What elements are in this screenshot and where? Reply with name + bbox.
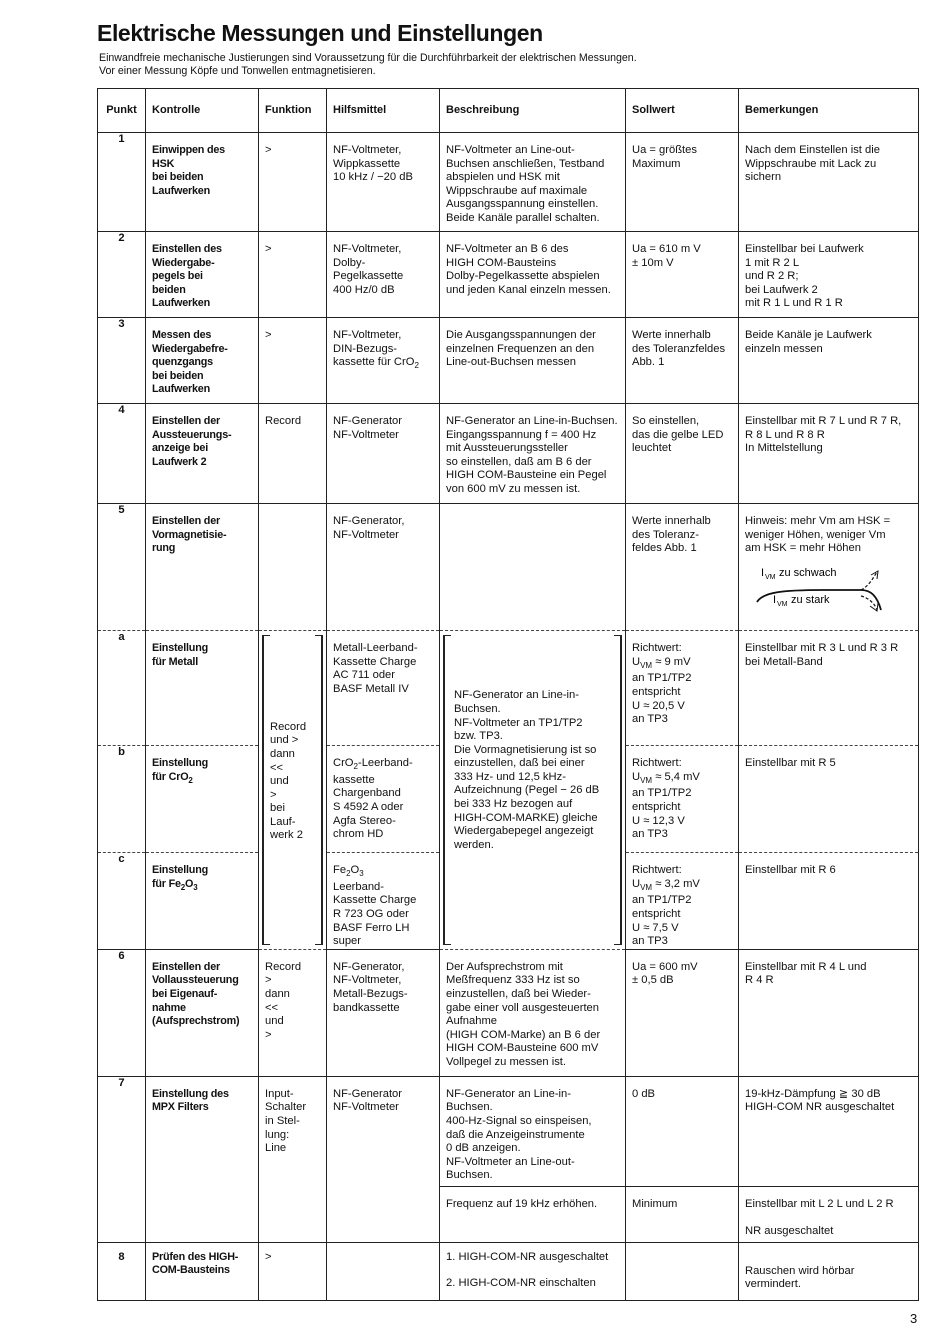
kontrolle-text: Einstellung für Fe	[152, 864, 208, 890]
curve-label-weak-symbol: I	[761, 567, 765, 579]
row-hilfsmittel	[327, 1242, 440, 1300]
subscript: 2	[353, 762, 358, 772]
row-bemerkungen: Nach dem Einstellen ist die Wippschraube mit Lack zu sichern	[739, 133, 919, 232]
abc-funktion: Record und > dann << und > bei Lauf- werk 2	[270, 720, 307, 842]
row-beschreibung: Der Aufsprechstrom mit Meßfrequenz 333 Hz ist so einzustellen, daß bei Wieder- gabe einer voll ausgesteuerten Aufnahme (HIGH COM-Marke) an B 6 der HIGH COM-Bausteine 600 mV Vollpegel zu messen ist.	[440, 949, 626, 1076]
row-kontrolle: Einstellen der Vollaussteuerung bei Eigenauf- nahme (Aufsprechstrom)	[146, 949, 259, 1076]
hilfsmittel-text: Leerband- Kassette Charge R 723 OG oder BASF Ferro LH super	[333, 880, 417, 948]
row-punkt: a	[98, 631, 146, 746]
table-row	[98, 318, 919, 404]
row-sollwert: Werte innerhalb des Toleranz- feldes Abb. 1	[626, 504, 739, 631]
page-number: 3	[910, 1311, 918, 1326]
row-bemerkungen: Einstellbar mit R 6	[739, 853, 919, 950]
hilfsmittel-pre: Fe	[333, 864, 347, 876]
uvm-sub: VM	[640, 660, 653, 670]
subscript: 2	[346, 869, 351, 879]
row-sollwert	[626, 1242, 739, 1300]
table-row	[98, 1242, 919, 1300]
hilfsmittel-text: NF-Voltmeter, DIN-Bezugs- kassette für CrO	[333, 329, 415, 369]
curve-label-strong: zu stark	[791, 594, 830, 606]
bracket-right	[614, 635, 622, 945]
row-kontrolle: Einstellen des Wiedergabe- pegels bei beiden Laufwerken	[146, 232, 259, 318]
hilfsmittel-text: -Leerband- kassette Chargenband S 4592 A oder Agfa Stereo- chrom HD	[333, 757, 413, 841]
row-kontrolle: Einstellung für Metall	[146, 631, 259, 746]
bracket-left	[443, 635, 451, 945]
row-punkt: 4	[98, 404, 146, 504]
curve-label-weak-sub: VM	[765, 574, 776, 581]
row-hilfsmittel: NF-Generator NF-Voltmeter	[327, 404, 440, 504]
row-funktion: >	[259, 133, 327, 232]
subscript: 2	[414, 361, 419, 371]
subscript: 2	[180, 882, 186, 892]
header-hilfsmittel: Hilfsmittel	[327, 89, 440, 133]
row-hilfsmittel: NF-Voltmeter, Dolby- Pegelkassette 400 Hz/0 dB	[327, 232, 440, 318]
row-funktion: Input- Schalter in Stel- lung: Line	[259, 1076, 327, 1242]
intro-line-1: Einwandfreie mechanische Justierungen sind Voraussetzung für die Durchführbarkeit der elektrischen Messungen.	[99, 52, 637, 64]
row-beschreibung: NF-Generator an Line-in-Buchsen. Eingangsspannung f = 400 Hz mit Aussteuerungssteller so einstellen, daß am B 6 der HIGH COM-Bausteine ein Pegel von 600 mV zu messen ist.	[440, 404, 626, 504]
row-bemerkungen	[739, 1186, 919, 1242]
sollwert-richtwert: Richtwert:	[632, 864, 682, 876]
intro-line-2: Vor einer Messung Köpfe und Tonwellen entmagnetisieren.	[99, 65, 376, 77]
row-beschreibung	[440, 504, 626, 631]
row-beschreibung: NF-Voltmeter an B 6 des HIGH COM-Bausteins Dolby-Pegelkassette abspielen und jeden Kanal einzeln messen.	[440, 232, 626, 318]
hilfsmittel-mid: O	[350, 864, 360, 876]
bemerkung-line-1: Einstellbar mit L 2 L und L 2 R	[745, 1197, 894, 1210]
row-beschreibung: Die Ausgangsspannungen der einzelnen Frequenzen an den Line-out-Buchsen messen	[440, 318, 626, 404]
kontrolle-text: Einstellung für CrO	[152, 757, 208, 783]
bemerkung-line-2: NR ausgeschaltet	[745, 1225, 834, 1238]
row-bemerkungen: Einstellbar mit R 4 L und R 4 R	[739, 949, 919, 1076]
row-kontrolle: Prüfen des HIGH- COM-Bausteins	[146, 1242, 259, 1300]
row-funktion	[259, 504, 327, 631]
row-funktion: >	[259, 232, 327, 318]
row-funktion: >	[259, 318, 327, 404]
table-row	[98, 404, 919, 504]
table-row	[98, 631, 919, 746]
table-row	[98, 949, 919, 1076]
subscript: 3	[193, 882, 198, 892]
row-sollwert	[626, 853, 739, 950]
bracket-left	[262, 635, 270, 945]
row-bemerkungen: Hinweis: mehr Vm am HSK = weniger Höhen, weniger Vm am HSK = mehr Höhen	[739, 504, 919, 631]
row-hilfsmittel: Metall-Leerband- Kassette Charge AC 711 oder BASF Metall IV	[327, 631, 440, 746]
curve-label-strong-symbol: I	[773, 594, 777, 606]
bracket-right	[315, 635, 323, 945]
row-punkt: c	[98, 853, 146, 950]
row-kontrolle: Messen des Wiedergabefre- quenzgangs bei beiden Laufwerken	[146, 318, 259, 404]
row-bemerkungen: Einstellbar mit R 5	[739, 746, 919, 853]
table-header-row	[98, 89, 919, 133]
row-sollwert: 0 dB	[626, 1076, 739, 1186]
sollwert-richtwert: Richtwert:	[632, 757, 682, 769]
row-punkt: 8	[98, 1242, 146, 1300]
row-funktion: >	[259, 1242, 327, 1300]
curve-label-strong-sub: VM	[777, 601, 788, 608]
sollwert-detail: ≈ 3,2 mV an TP1/TP2 entspricht U ≈ 7,5 V an TP3	[632, 877, 700, 948]
header-punkt: Punkt	[98, 89, 146, 133]
row-beschreibung: NF-Voltmeter an Line-out- Buchsen anschließen, Testband abspielen und HSK mit Wippschraube auf maximale Ausgangsspannung einstellen. Beide Kanäle parallel schalten.	[440, 133, 626, 232]
measurement-table	[97, 88, 919, 1301]
row-punkt: 2	[98, 232, 146, 318]
bias-curve-diagram	[753, 566, 893, 618]
row-funktion: Record > dann << und >	[259, 949, 327, 1076]
row-punkt: 3	[98, 318, 146, 404]
row-funktion: Record	[259, 404, 327, 504]
row-punkt: 5	[98, 504, 146, 631]
uvm-sub: VM	[640, 775, 653, 785]
row-bemerkungen: Einstellbar mit R 7 L und R 7 R, R 8 L und R 8 R In Mittelstellung	[739, 404, 919, 504]
row-sollwert	[626, 631, 739, 746]
row-hilfsmittel: NF-Generator NF-Voltmeter	[327, 1076, 440, 1242]
row-sollwert: Ua = größtes Maximum	[626, 133, 739, 232]
row-hilfsmittel: NF-Generator, NF-Voltmeter, Metall-Bezugs- bandkassette	[327, 949, 440, 1076]
curve-label-weak: zu schwach	[779, 567, 837, 579]
header-bemerkungen: Bemerkungen	[739, 89, 919, 133]
row-hilfsmittel: NF-Generator, NF-Voltmeter	[327, 504, 440, 631]
abc-funktion-cell	[259, 631, 327, 950]
header-beschreibung: Beschreibung	[440, 89, 626, 133]
row-kontrolle: Einstellen der Vormagnetisie- rung	[146, 504, 259, 631]
row-beschreibung: Frequenz auf 19 kHz erhöhen.	[440, 1186, 626, 1242]
beschreibung-line-2: 2. HIGH-COM-NR einschalten	[446, 1277, 596, 1290]
abc-beschreibung: NF-Generator an Line-in- Buchsen. NF-Voltmeter an TP1/TP2 bzw. TP3. Die Vormagnetisierung ist so einzustellen, daß bei einer 333 Hz- und 12,5 kHz- Aufzeichnung (Pegel − 26 dB bei 333 Hz bezogen auf HIGH-COM-MARKE) gleiche Wiedergabepegel angezeigt werden.	[454, 689, 600, 851]
row-sollwert: So einstellen, das die gelbe LED leuchtet	[626, 404, 739, 504]
sollwert-detail: ≈ 9 mV an TP1/TP2 entspricht U ≈ 20,5 V an TP3	[632, 655, 692, 726]
intro-text	[99, 52, 899, 78]
row-sollwert: Ua = 600 mV ± 0,5 dB	[626, 949, 739, 1076]
row-bemerkungen: Rauschen wird hörbar vermindert.	[739, 1242, 919, 1300]
row-punkt: 1	[98, 133, 146, 232]
subscript: 2	[188, 775, 193, 785]
kontrolle-mid: O	[185, 877, 194, 890]
row-sollwert	[626, 746, 739, 853]
page-title: Elektrische Messungen und Einstellungen	[97, 20, 543, 46]
row-kontrolle	[146, 746, 259, 853]
row-sollwert: Werte innerhalb des Toleranzfeldes Abb. 1	[626, 318, 739, 404]
row-bemerkungen: Einstellbar mit R 3 L und R 3 R bei Metall-Band	[739, 631, 919, 746]
row-kontrolle: Einwippen des HSK bei beiden Laufwerken	[146, 133, 259, 232]
sollwert-richtwert: Richtwert:	[632, 642, 682, 654]
row-sollwert: Ua = 610 m V ± 10m V	[626, 232, 739, 318]
row-beschreibung	[440, 1242, 626, 1300]
uvm-sub: VM	[640, 882, 653, 892]
row-hilfsmittel	[327, 746, 440, 853]
header-sollwert: Sollwert	[626, 89, 739, 133]
uvm-symbol: U	[632, 655, 641, 668]
uvm-symbol: U	[632, 877, 641, 890]
row-bemerkungen: 19-kHz-Dämpfung ≧ 30 dB HIGH-COM NR ausgeschaltet	[739, 1076, 919, 1186]
header-funktion: Funktion	[259, 89, 327, 133]
subscript: 3	[359, 869, 364, 879]
curve-strong	[861, 596, 877, 610]
hilfsmittel-pre: CrO	[333, 757, 354, 769]
row-bemerkungen: Einstellbar bei Laufwerk 1 mit R 2 L und R 2 R; bei Laufwerk 2 mit R 1 L und R 1 R	[739, 232, 919, 318]
row-beschreibung: NF-Generator an Line-in- Buchsen. 400-Hz-Signal so einspeisen, daß die Anzeigeinstrumente 0 dB anzeigen. NF-Voltmeter an Line-out- Buchsen.	[440, 1076, 626, 1186]
row-bemerkungen: Beide Kanäle je Laufwerk einzeln messen	[739, 318, 919, 404]
row-kontrolle	[146, 853, 259, 950]
beschreibung-line-1: 1. HIGH-COM-NR ausgeschaltet	[446, 1250, 609, 1263]
abc-beschreibung-cell	[440, 631, 626, 950]
curve-weak	[861, 572, 877, 590]
uvm-symbol: U	[632, 770, 641, 783]
header-kontrolle: Kontrolle	[146, 89, 259, 133]
row-hilfsmittel	[327, 318, 440, 404]
sollwert-detail: ≈ 5,4 mV an TP1/TP2 entspricht U ≈ 12,3 V an TP3	[632, 770, 700, 841]
row-punkt: b	[98, 746, 146, 853]
row-kontrolle: Einstellung des MPX Filters	[146, 1076, 259, 1242]
row-sollwert: Minimum	[626, 1186, 739, 1242]
table-row	[98, 133, 919, 232]
row-punkt: 6	[98, 949, 146, 1076]
row-hilfsmittel: NF-Voltmeter, Wippkassette 10 kHz / −20 dB	[327, 133, 440, 232]
table-row	[98, 1076, 919, 1186]
row-punkt: 7	[98, 1076, 146, 1242]
row-kontrolle: Einstellen der Aussteuerungs- anzeige bei Laufwerk 2	[146, 404, 259, 504]
table-row	[98, 232, 919, 318]
row-hilfsmittel	[327, 853, 440, 950]
